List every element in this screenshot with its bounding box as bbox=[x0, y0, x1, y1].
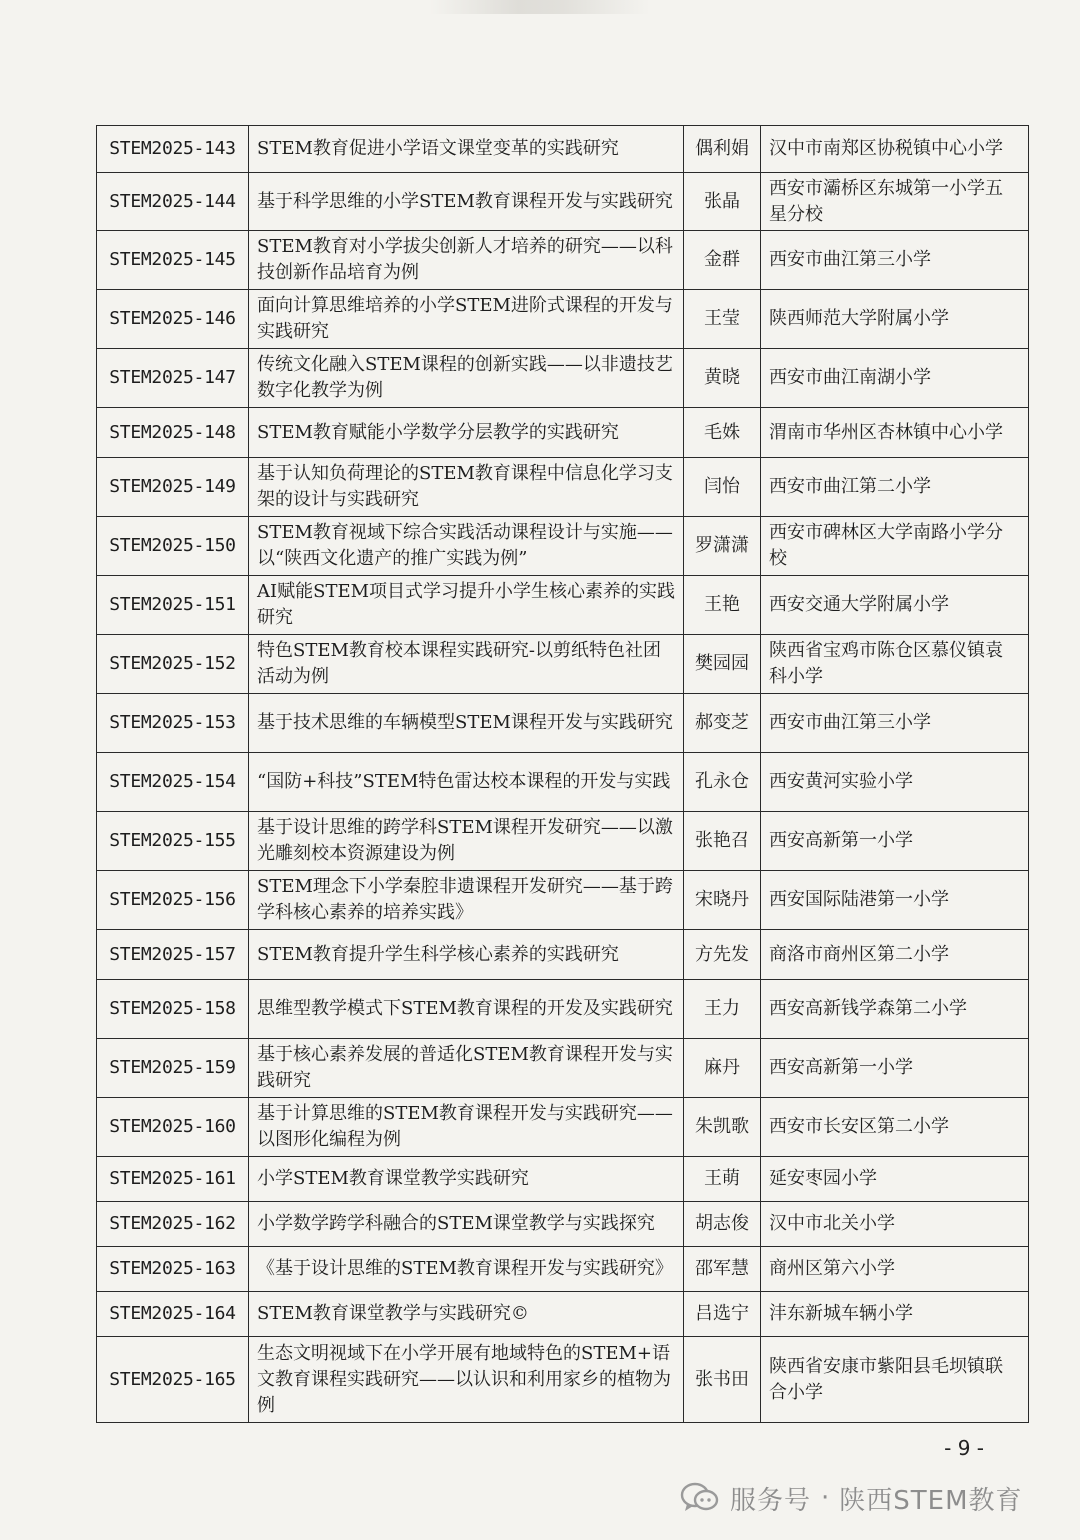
project-title: 基于计算思维的STEM教育课程开发与实践研究——以图形化编程为例 bbox=[249, 1098, 684, 1157]
project-leader: 樊园园 bbox=[684, 635, 761, 694]
project-organization: 陕西省安康市紫阳县毛坝镇联合小学 bbox=[761, 1337, 1029, 1423]
table-row bbox=[97, 173, 1029, 231]
project-leader: 罗潇潇 bbox=[684, 517, 761, 576]
project-title: STEM教育提升学生科学核心素养的实践研究 bbox=[249, 930, 684, 980]
project-title: STEM教育课堂教学与实践研究© bbox=[249, 1292, 684, 1337]
table-row bbox=[97, 1157, 1029, 1202]
project-leader: 王力 bbox=[684, 980, 761, 1039]
project-title: 基于设计思维的跨学科STEM课程开发研究——以激光雕刻校本资源建设为例 bbox=[249, 812, 684, 871]
project-leader: 王萌 bbox=[684, 1157, 761, 1202]
table-row bbox=[97, 980, 1029, 1039]
project-id: STEM2025-165 bbox=[97, 1337, 249, 1423]
project-leader: 闫怡 bbox=[684, 458, 761, 517]
chat-bubbles-icon bbox=[680, 1481, 720, 1515]
project-id: STEM2025-155 bbox=[97, 812, 249, 871]
project-id: STEM2025-157 bbox=[97, 930, 249, 980]
project-title: 基于技术思维的车辆模型STEM课程开发与实践研究 bbox=[249, 694, 684, 753]
project-id: STEM2025-152 bbox=[97, 635, 249, 694]
table-row bbox=[97, 1098, 1029, 1157]
project-id: STEM2025-144 bbox=[97, 173, 249, 231]
table-row bbox=[97, 1247, 1029, 1292]
project-id: STEM2025-145 bbox=[97, 231, 249, 290]
table-row bbox=[97, 349, 1029, 408]
project-id: STEM2025-163 bbox=[97, 1247, 249, 1292]
project-title: 特色STEM教育校本课程实践研究-以剪纸特色社团活动为例 bbox=[249, 635, 684, 694]
project-leader: 偶利娟 bbox=[684, 126, 761, 173]
project-organization: 西安市长安区第二小学 bbox=[761, 1098, 1029, 1157]
project-title: 传统文化融入STEM课程的创新实践——以非遗技艺数字化教学为例 bbox=[249, 349, 684, 408]
table-row bbox=[97, 1337, 1029, 1423]
project-title: 生态文明视域下在小学开展有地域特色的STEM+语文教育课程实践研究——以认识和利用家乡的植物为例 bbox=[249, 1337, 684, 1423]
project-leader: 张晶 bbox=[684, 173, 761, 231]
table-row bbox=[97, 694, 1029, 753]
table-row bbox=[97, 408, 1029, 458]
project-id: STEM2025-159 bbox=[97, 1039, 249, 1098]
project-leader: 宋晓丹 bbox=[684, 871, 761, 930]
table-row bbox=[97, 871, 1029, 930]
project-id: STEM2025-143 bbox=[97, 126, 249, 173]
project-title: 小学数学跨学科融合的STEM课堂教学与实践探究 bbox=[249, 1202, 684, 1247]
project-id: STEM2025-146 bbox=[97, 290, 249, 349]
project-title: 基于科学思维的小学STEM教育课程开发与实践研究 bbox=[249, 173, 684, 231]
project-title: STEM教育赋能小学数学分层教学的实践研究 bbox=[249, 408, 684, 458]
table-row bbox=[97, 1202, 1029, 1247]
project-organization: 西安市曲江第二小学 bbox=[761, 458, 1029, 517]
table-row bbox=[97, 517, 1029, 576]
watermark-label: 服务号 bbox=[730, 1485, 812, 1516]
project-table-body bbox=[97, 126, 1029, 1423]
table-row bbox=[97, 753, 1029, 812]
project-leader: 张书田 bbox=[684, 1337, 761, 1423]
project-id: STEM2025-150 bbox=[97, 517, 249, 576]
project-leader: 金群 bbox=[684, 231, 761, 290]
table-row bbox=[97, 812, 1029, 871]
project-leader: 黄晓 bbox=[684, 349, 761, 408]
project-leader: 方先发 bbox=[684, 930, 761, 980]
table-row bbox=[97, 126, 1029, 173]
table-row bbox=[97, 290, 1029, 349]
project-leader: 邵军慧 bbox=[684, 1247, 761, 1292]
project-id: STEM2025-158 bbox=[97, 980, 249, 1039]
project-id: STEM2025-162 bbox=[97, 1202, 249, 1247]
project-id: STEM2025-160 bbox=[97, 1098, 249, 1157]
project-organization: 商洛市商州区第二小学 bbox=[761, 930, 1029, 980]
table-row bbox=[97, 635, 1029, 694]
project-leader: 王莹 bbox=[684, 290, 761, 349]
project-leader: 吕选宁 bbox=[684, 1292, 761, 1337]
project-title: 小学STEM教育课堂教学实践研究 bbox=[249, 1157, 684, 1202]
project-leader: 胡志俊 bbox=[684, 1202, 761, 1247]
project-organization: 西安交通大学附属小学 bbox=[761, 576, 1029, 635]
watermark-separator: · bbox=[821, 1483, 830, 1513]
project-title: STEM教育促进小学语文课堂变革的实践研究 bbox=[249, 126, 684, 173]
project-leader: 朱凯歌 bbox=[684, 1098, 761, 1157]
project-title: STEM教育对小学拔尖创新人才培养的研究——以科技创新作品培育为例 bbox=[249, 231, 684, 290]
project-id: STEM2025-151 bbox=[97, 576, 249, 635]
project-organization: 沣东新城车辆小学 bbox=[761, 1292, 1029, 1337]
project-organization: 西安市曲江第三小学 bbox=[761, 694, 1029, 753]
project-organization: 西安市曲江第三小学 bbox=[761, 231, 1029, 290]
project-organization: 西安高新第一小学 bbox=[761, 812, 1029, 871]
page-number: - 9 - bbox=[944, 1436, 984, 1460]
project-leader: 麻丹 bbox=[684, 1039, 761, 1098]
project-title: 《基于设计思维的STEM教育课程开发与实践研究》 bbox=[249, 1247, 684, 1292]
table-row bbox=[97, 1039, 1029, 1098]
watermark bbox=[680, 1476, 1023, 1520]
project-leader: 张艳召 bbox=[684, 812, 761, 871]
project-id: STEM2025-153 bbox=[97, 694, 249, 753]
project-organization: 西安市碑林区大学南路小学分校 bbox=[761, 517, 1029, 576]
project-title: “国防+科技”STEM特色雷达校本课程的开发与实践 bbox=[249, 753, 684, 812]
project-organization: 汉中市南郑区协税镇中心小学 bbox=[761, 126, 1029, 173]
project-leader: 毛姝 bbox=[684, 408, 761, 458]
project-title: 基于认知负荷理论的STEM教育课程中信息化学习支架的设计与实践研究 bbox=[249, 458, 684, 517]
project-id: STEM2025-147 bbox=[97, 349, 249, 408]
project-organization: 商州区第六小学 bbox=[761, 1247, 1029, 1292]
project-organization: 陕西师范大学附属小学 bbox=[761, 290, 1029, 349]
project-title: AI赋能STEM项目式学习提升小学生核心素养的实践研究 bbox=[249, 576, 684, 635]
table-row bbox=[97, 576, 1029, 635]
project-title: 基于核心素养发展的普适化STEM教育课程开发与实践研究 bbox=[249, 1039, 684, 1098]
watermark-account: 陕西STEM教育 bbox=[839, 1485, 1023, 1516]
project-id: STEM2025-154 bbox=[97, 753, 249, 812]
project-organization: 西安市灞桥区东城第一小学五星分校 bbox=[761, 173, 1029, 231]
project-organization: 西安高新第一小学 bbox=[761, 1039, 1029, 1098]
table-row bbox=[97, 458, 1029, 517]
project-title: 面向计算思维培养的小学STEM进阶式课程的开发与实践研究 bbox=[249, 290, 684, 349]
table-row bbox=[97, 930, 1029, 980]
project-leader: 孔永仓 bbox=[684, 753, 761, 812]
project-id: STEM2025-161 bbox=[97, 1157, 249, 1202]
project-organization: 汉中市北关小学 bbox=[761, 1202, 1029, 1247]
table-row bbox=[97, 1292, 1029, 1337]
project-id: STEM2025-148 bbox=[97, 408, 249, 458]
project-organization: 西安黄河实验小学 bbox=[761, 753, 1029, 812]
project-organization: 西安国际陆港第一小学 bbox=[761, 871, 1029, 930]
scan-smudge bbox=[430, 0, 650, 14]
project-title: 思维型教学模式下STEM教育课程的开发及实践研究 bbox=[249, 980, 684, 1039]
project-id: STEM2025-164 bbox=[97, 1292, 249, 1337]
project-table bbox=[96, 125, 1029, 1423]
project-organization: 延安枣园小学 bbox=[761, 1157, 1029, 1202]
project-organization: 陕西省宝鸡市陈仓区慕仪镇袁科小学 bbox=[761, 635, 1029, 694]
project-leader: 王艳 bbox=[684, 576, 761, 635]
project-organization: 西安市曲江南湖小学 bbox=[761, 349, 1029, 408]
project-id: STEM2025-149 bbox=[97, 458, 249, 517]
project-organization: 西安高新钱学森第二小学 bbox=[761, 980, 1029, 1039]
table-row bbox=[97, 231, 1029, 290]
project-organization: 渭南市华州区杏林镇中心小学 bbox=[761, 408, 1029, 458]
project-leader: 郝变芝 bbox=[684, 694, 761, 753]
project-title: STEM理念下小学秦腔非遗课程开发研究——基于跨学科核心素养的培养实践》 bbox=[249, 871, 684, 930]
project-title: STEM教育视域下综合实践活动课程设计与实施——以“陕西文化遗产的推广实践为例” bbox=[249, 517, 684, 576]
project-id: STEM2025-156 bbox=[97, 871, 249, 930]
